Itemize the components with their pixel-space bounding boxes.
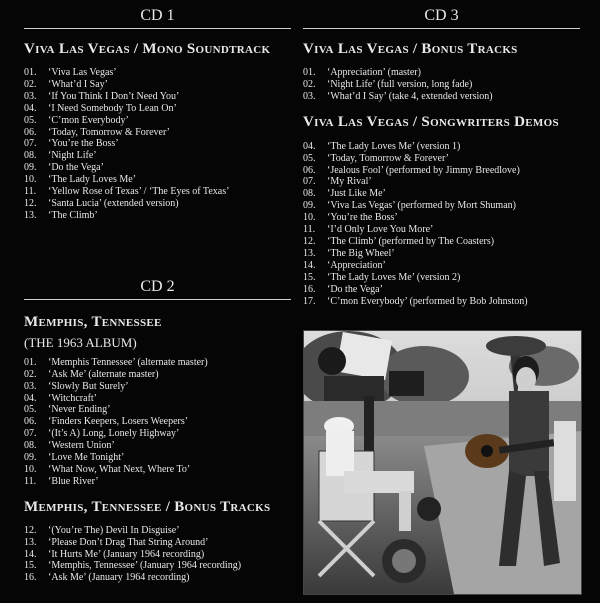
track-number: 12. <box>303 235 316 247</box>
track-title: ‘Never Ending’ <box>48 404 111 416</box>
track-number: 11. <box>303 224 316 236</box>
track-title: ‘What’d I Say’ <box>48 78 108 90</box>
track-item <box>24 404 291 416</box>
track-item <box>303 236 580 248</box>
track-title: ‘C’mon Everybody’ <box>48 114 129 126</box>
track-number: 13. <box>24 536 37 548</box>
track-item <box>24 79 291 91</box>
track-number: 05. <box>24 114 37 126</box>
track-item <box>24 369 291 381</box>
track-item <box>24 115 291 127</box>
track-item <box>24 560 291 572</box>
right-column <box>303 0 580 307</box>
track-item <box>24 91 291 103</box>
track-number: 13. <box>24 209 37 221</box>
track-number: 07. <box>24 138 37 150</box>
track-item <box>24 428 291 440</box>
track-number: 07. <box>24 428 37 440</box>
track-item <box>303 284 580 296</box>
track-title: ‘Night Life’ (full version, long fade) <box>327 78 473 90</box>
track-title: ‘What’d I Say’ (take 4, extended version) <box>327 90 493 102</box>
track-item <box>303 165 580 177</box>
track-number: 10. <box>24 174 37 186</box>
track-item <box>24 127 291 139</box>
track-number: 10. <box>303 212 316 224</box>
track-item <box>303 176 580 188</box>
track-number: 12. <box>24 197 37 209</box>
track-title: ‘Today, Tomorrow & Forever’ <box>327 152 449 164</box>
track-item <box>24 186 291 198</box>
film-set-photo <box>303 330 582 595</box>
track-item <box>303 188 580 200</box>
track-title: ‘Finders Keepers, Losers Weepers’ <box>48 416 189 428</box>
track-item <box>24 452 291 464</box>
track-item <box>24 150 291 162</box>
track-title: ‘The Lady Loves Me’ <box>48 174 137 186</box>
track-item <box>24 393 291 405</box>
track-number: 01. <box>24 356 37 368</box>
track-number: 02. <box>24 78 37 90</box>
track-number: 08. <box>24 150 37 162</box>
track-item <box>303 296 580 308</box>
track-item <box>24 537 291 549</box>
track-number: 02. <box>303 78 316 90</box>
track-number: 02. <box>24 368 37 380</box>
cd3-tracklist <box>303 67 580 103</box>
track-number: 01. <box>24 67 37 78</box>
track-title: ‘Night Life’ <box>48 150 97 162</box>
track-item <box>303 153 580 165</box>
cd3-section-title: Viva Las Vegas / Bonus Tracks <box>303 41 518 57</box>
track-number: 15. <box>303 271 316 283</box>
cd2-bonus-tracklist <box>24 525 291 585</box>
track-number: 04. <box>24 392 37 404</box>
track-item <box>303 212 580 224</box>
track-number: 09. <box>24 452 37 464</box>
track-title: ‘It Hurts Me’ (January 1964 recording) <box>48 548 205 560</box>
track-item <box>24 174 291 186</box>
track-item <box>303 67 580 79</box>
track-number: 09. <box>24 162 37 174</box>
track-title: ‘Yellow Rose of Texas’ / ‘The Eyes of Texas’ <box>48 186 230 198</box>
track-title: ‘Santa Lucia’ (extended version) <box>48 197 179 209</box>
track-item <box>24 381 291 393</box>
track-number: 03. <box>303 90 316 102</box>
track-title: ‘Do the Vega’ <box>48 162 104 174</box>
track-title: ‘Western Union’ <box>48 440 115 452</box>
track-title: ‘The Climb’ <box>48 209 98 221</box>
track-number: 10. <box>24 463 37 475</box>
track-item <box>303 141 580 153</box>
track-number: 08. <box>303 188 316 200</box>
track-title: ‘The Climb’ (performed by The Coasters) <box>327 235 495 247</box>
track-number: 11. <box>24 475 37 487</box>
track-title: ‘(It’s A) Long, Lonely Highway’ <box>48 428 180 440</box>
cd2-bonus-section-title: Memphis, Tennessee / Bonus Tracks <box>24 498 271 515</box>
track-title: ‘What Now, What Next, Where To’ <box>48 463 191 475</box>
cd1-heading: CD 1 <box>140 7 175 24</box>
track-title: ‘C’mon Everybody’ (performed by Bob Johnston) <box>327 295 528 307</box>
track-number: 17. <box>303 295 316 307</box>
track-title: ‘Viva Las Vegas’ <box>48 67 117 78</box>
track-item <box>303 248 580 260</box>
track-number: 05. <box>24 404 37 416</box>
track-title: ‘Appreciation’ <box>327 259 386 271</box>
track-title: ‘Ask Me’ (January 1964 recording) <box>48 572 190 584</box>
track-item <box>24 464 291 476</box>
track-item <box>24 67 291 79</box>
track-number: 12. <box>24 524 37 536</box>
track-number: 07. <box>303 176 316 188</box>
track-item <box>303 79 580 91</box>
track-item <box>24 198 291 210</box>
track-number: 16. <box>303 283 316 295</box>
track-title: ‘If You Think I Don’t Need You’ <box>48 90 180 102</box>
track-title: ‘Memphis Tennessee’ (alternate master) <box>48 356 208 368</box>
track-title: ‘My Rival’ <box>327 176 372 188</box>
cd3-demos-section-title: Viva Las Vegas / Songwriters Demos <box>303 113 559 130</box>
track-title: ‘I Need Somebody To Lean On’ <box>48 102 177 114</box>
track-number: 13. <box>303 247 316 259</box>
left-column <box>24 0 291 584</box>
track-item <box>303 272 580 284</box>
cd2-tracklist <box>24 357 291 488</box>
track-title: ‘Witchcraft’ <box>48 392 98 404</box>
track-item <box>24 416 291 428</box>
track-number: 03. <box>24 380 37 392</box>
track-title: ‘The Lady Loves Me’ (version 2) <box>327 271 461 283</box>
track-title: ‘Jealous Fool’ (performed by Jimmy Breedlove) <box>327 164 520 176</box>
track-title: ‘You’re the Boss’ <box>327 212 398 224</box>
track-item <box>303 200 580 212</box>
track-number: 06. <box>303 164 316 176</box>
cd2-section-title: Memphis, Tennessee <box>24 313 162 330</box>
track-title: ‘Ask Me’ (alternate master) <box>48 368 159 380</box>
track-title: ‘Love Me Tonight’ <box>48 452 125 464</box>
track-number: 09. <box>303 200 316 212</box>
track-title: ‘Blue River’ <box>48 475 99 487</box>
track-item <box>24 525 291 537</box>
track-item <box>24 138 291 150</box>
track-title: ‘I’d Only Love You More’ <box>327 224 434 236</box>
track-number: 11. <box>24 186 37 198</box>
track-item <box>303 91 580 103</box>
track-title: ‘Viva Las Vegas’ (performed by Mort Shuman) <box>327 200 516 212</box>
track-number: 14. <box>303 259 316 271</box>
track-item <box>24 476 291 488</box>
cd1-section-title: Viva Las Vegas / Mono Soundtrack <box>24 41 271 57</box>
track-title: ‘Memphis, Tennessee’ (January 1964 recording) <box>48 560 242 572</box>
track-item <box>303 224 580 236</box>
track-number: 01. <box>303 67 316 78</box>
track-item <box>24 103 291 115</box>
track-item <box>24 357 291 369</box>
track-number: 06. <box>24 416 37 428</box>
track-title: ‘Just Like Me’ <box>327 188 386 200</box>
track-item <box>303 260 580 272</box>
cd2-section-subtitle: (THE 1963 ALBUM) <box>24 334 137 350</box>
track-title: ‘The Big Wheel’ <box>327 247 395 259</box>
cd3-heading: CD 3 <box>424 7 459 24</box>
track-number: 05. <box>303 152 316 164</box>
track-item <box>24 440 291 452</box>
track-number: 16. <box>24 572 37 584</box>
track-number: 15. <box>24 560 37 572</box>
track-item <box>24 549 291 561</box>
film-set-photo-drawing <box>304 331 581 594</box>
cd2-heading: CD 2 <box>140 277 175 295</box>
track-title: ‘You’re the Boss’ <box>48 138 119 150</box>
track-number: 14. <box>24 548 37 560</box>
track-title: ‘The Lady Loves Me’ (version 1) <box>327 140 461 152</box>
track-title: ‘Slowly But Surely’ <box>48 380 129 392</box>
track-title: ‘Do the Vega’ <box>327 283 383 295</box>
track-number: 03. <box>24 90 37 102</box>
track-number: 04. <box>303 140 316 152</box>
track-title: ‘Today, Tomorrow & Forever’ <box>48 126 170 138</box>
track-title: ‘(You’re The) Devil In Disguise’ <box>48 524 180 536</box>
track-item <box>24 162 291 174</box>
track-item <box>24 572 291 584</box>
track-number: 04. <box>24 102 37 114</box>
track-title: ‘Please Don’t Drag That String Around’ <box>48 536 209 548</box>
track-number: 08. <box>24 440 37 452</box>
track-item <box>24 210 291 222</box>
track-number: 06. <box>24 126 37 138</box>
track-title: ‘Appreciation’ (master) <box>327 67 421 78</box>
cd3-demos-tracklist <box>303 141 580 308</box>
cd1-tracklist <box>24 67 291 222</box>
